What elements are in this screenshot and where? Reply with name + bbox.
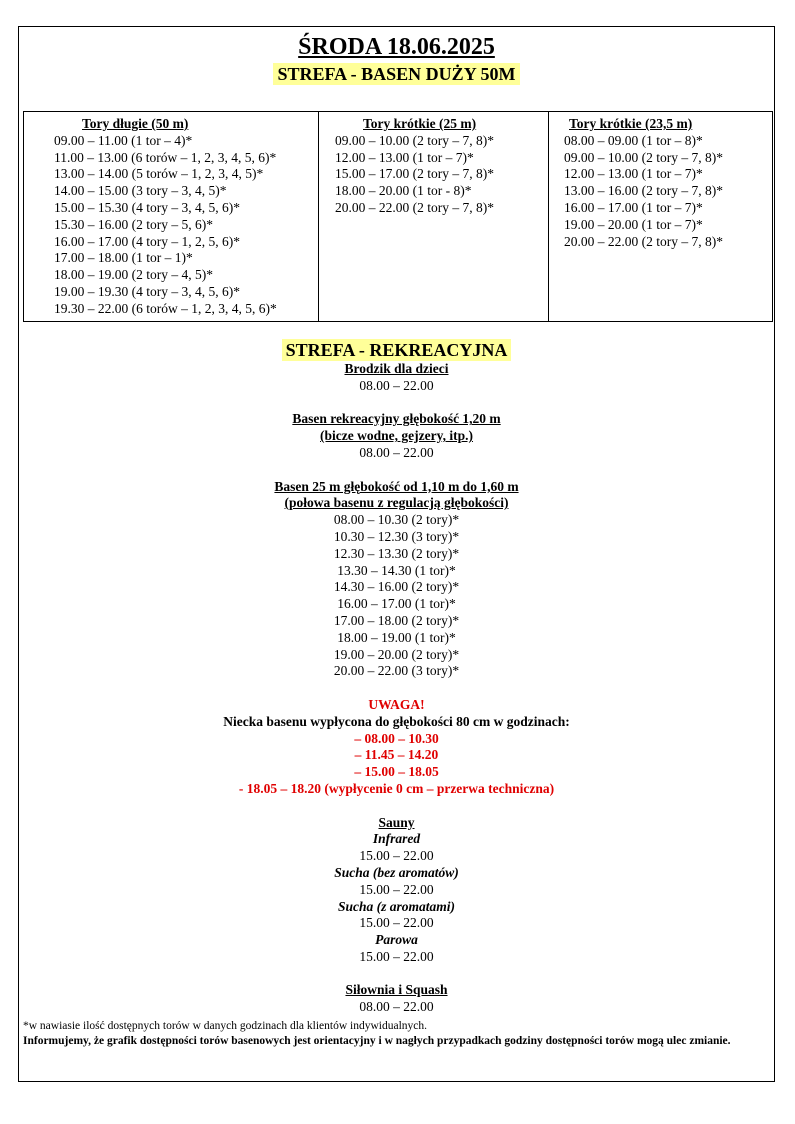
footer-note: *w nawiasie ilość dostępnych torów w danych godzinach dla klientów indywidualnych. — [23, 1020, 428, 1032]
sauna-hours: 15.00 – 22.00 — [359, 881, 434, 897]
notice-break: - 18.05 – 18.20 (wypłycenie 0 cm – przerwa techniczna) — [238, 780, 555, 796]
rec-pool-hours: 08.00 – 22.00 — [359, 444, 434, 460]
pool25-row: 17.00 – 18.00 (2 tory)* — [333, 612, 460, 628]
sauna-name: Sucha (bez aromatów) — [334, 864, 459, 880]
lane-row: 13.00 – 16.00 (2 tory – 7, 8)* — [564, 183, 723, 199]
lanes-short235-heading: Tory krótkie (23,5 m) — [569, 116, 693, 131]
kids-pool-hours: 08.00 – 22.00 — [359, 377, 434, 393]
notice-row: – 15.00 – 18.05 — [354, 764, 439, 780]
sauna-name: Parowa — [375, 932, 418, 948]
lane-row: 17.00 – 18.00 (1 tor – 1)* — [54, 250, 193, 266]
sauna-hours: 15.00 – 22.00 — [359, 915, 434, 931]
sauna-hours: 15.00 – 22.00 — [359, 848, 434, 864]
lanes-short235-list — [564, 133, 772, 251]
pool25-row: 18.00 – 19.00 (1 tor)* — [337, 629, 456, 645]
pool25-row: 12.30 – 13.30 (2 tory)* — [333, 545, 460, 561]
pool25-row: 10.30 – 12.30 (3 tory)* — [333, 528, 460, 544]
footer — [23, 1019, 764, 1049]
lane-row: 19.30 – 22.00 (6 torów – 1, 2, 3, 4, 5, 6)* — [54, 300, 277, 316]
zone-title-big-pool: STREFA - BASEN DUŻY 50M — [273, 63, 519, 85]
lane-row: 20.00 – 22.00 (2 tory – 7, 8)* — [564, 233, 723, 249]
sauna-name: Sucha (z aromatami) — [337, 898, 456, 914]
pool25-row: 20.00 – 22.00 (3 tory)* — [333, 663, 460, 679]
lanes-long-column — [24, 112, 318, 321]
pool25-subheading: (połowa basenu z regulacją głębokości) — [284, 495, 509, 511]
lane-row: 18.00 – 20.00 (1 tor - 8)* — [335, 183, 472, 199]
recreation-section — [19, 339, 774, 1016]
notice-text: Niecka basenu wypłycona do głębokości 80 cm w godzinach: — [223, 713, 570, 729]
lane-row: 19.00 – 19.30 (4 tory – 3, 4, 5, 6)* — [54, 283, 240, 299]
lanes-short25-heading: Tory krótkie (25 m) — [363, 116, 477, 131]
lane-row: 19.00 – 20.00 (1 tor – 7)* — [564, 216, 703, 232]
gym-heading: Siłownia i Squash — [345, 982, 448, 998]
lane-row: 16.00 – 17.00 (1 tor – 7)* — [564, 199, 703, 215]
footer-info: Informujemy, że grafik dostępności torów basenowych jest orientacyjny i w nagłych przypadkach godziny dostępności torów mogą ulec zmianie. — [23, 1035, 731, 1047]
lane-row: 20.00 – 22.00 (2 tory – 7, 8)* — [335, 199, 494, 215]
lanes-long-list — [54, 133, 318, 318]
zone-title-recreation: STREFA - REKREACYJNA — [282, 339, 512, 361]
pool25-row: 19.00 – 20.00 (2 tory)* — [333, 646, 460, 662]
sauna-hours: 15.00 – 22.00 — [359, 948, 434, 964]
gym-hours: 08.00 – 22.00 — [359, 999, 434, 1015]
lane-row: 14.00 – 15.00 (3 tory – 3, 4, 5)* — [54, 183, 227, 199]
lane-row: 09.00 – 10.00 (2 tory – 7, 8)* — [335, 132, 494, 148]
lane-row: 15.00 – 17.00 (2 tory – 7, 8)* — [335, 166, 494, 182]
lane-row: 11.00 – 13.00 (6 torów – 1, 2, 3, 4, 5, 6)* — [54, 149, 277, 165]
lane-row: 15.30 – 16.00 (2 tory – 5, 6)* — [54, 216, 213, 232]
notice-row: – 11.45 – 14.20 — [354, 747, 439, 763]
saunas-heading: Sauny — [378, 814, 415, 830]
notice-list — [19, 731, 774, 781]
pool25-row: 13.30 – 14.30 (1 tor)* — [337, 562, 456, 578]
pool25-heading: Basen 25 m głębokość od 1,10 m do 1,60 m — [274, 478, 519, 494]
lane-row: 09.00 – 11.00 (1 tor – 4)* — [54, 132, 193, 148]
pool25-list — [19, 512, 774, 680]
lanes-long-heading: Tory długie (50 m) — [82, 116, 189, 131]
rec-pool-heading: Basen rekreacyjny głębokość 1,20 m — [292, 411, 501, 427]
lane-row: 13.00 – 14.00 (5 torów – 1, 2, 3, 4, 5)* — [54, 166, 264, 182]
lane-row: 18.00 – 19.00 (2 tory – 4, 5)* — [54, 267, 213, 283]
lane-row: 09.00 – 10.00 (2 tory – 7, 8)* — [564, 149, 723, 165]
kids-pool-heading: Brodzik dla dzieci — [344, 361, 449, 376]
saunas-list — [19, 831, 774, 965]
lanes-short25-column — [318, 112, 548, 321]
sauna-name: Infrared — [372, 831, 421, 847]
lane-row: 12.00 – 13.00 (1 tor – 7)* — [335, 149, 474, 165]
lane-row: 15.00 – 15.30 (4 tory – 3, 4, 5, 6)* — [54, 199, 240, 215]
page-title: ŚRODA 18.06.2025 — [298, 34, 495, 60]
schedule-frame — [18, 26, 775, 1082]
header — [19, 33, 774, 85]
pool25-row: 16.00 – 17.00 (1 tor)* — [337, 596, 456, 612]
pool25-row: 08.00 – 10.30 (2 tory)* — [333, 512, 460, 528]
pool25-row: 14.30 – 16.00 (2 tory)* — [333, 579, 460, 595]
lanes-short25-list — [335, 133, 548, 217]
lane-row: 16.00 – 17.00 (4 tory – 1, 2, 5, 6)* — [54, 233, 240, 249]
notice-row: – 08.00 – 10.30 — [354, 730, 439, 746]
notice-heading: UWAGA! — [368, 696, 425, 712]
lane-row: 08.00 – 09.00 (1 tor – 8)* — [564, 132, 703, 148]
lane-row: 12.00 – 13.00 (1 tor – 7)* — [564, 166, 703, 182]
rec-pool-subheading: (bicze wodne, gejzery, itp.) — [320, 428, 473, 444]
lanes-table — [23, 111, 773, 322]
lanes-short235-column — [548, 112, 772, 321]
